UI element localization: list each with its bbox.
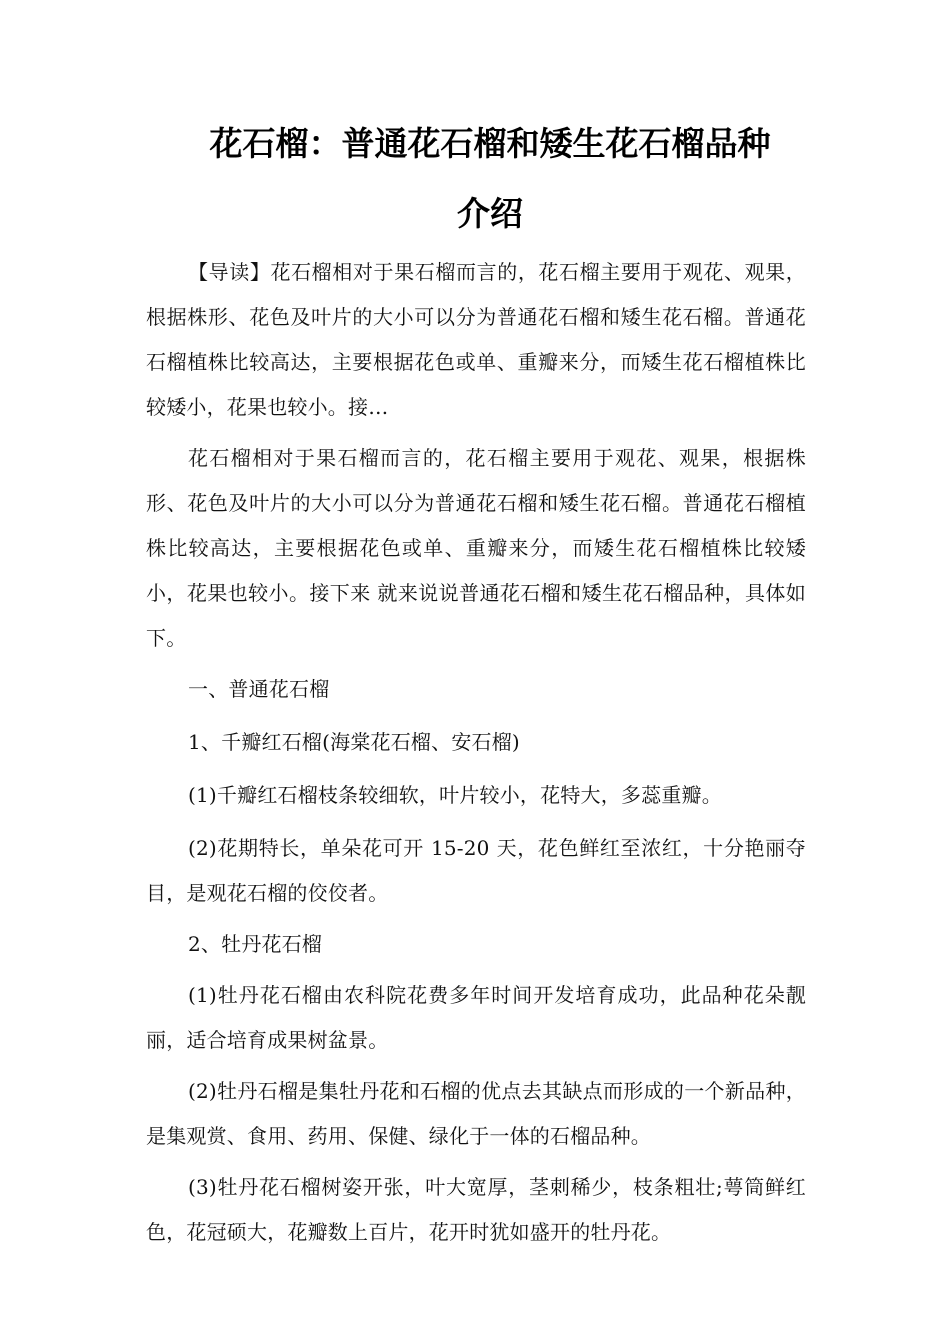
- title-line-2: 介绍: [457, 194, 523, 233]
- document-body: [146, 250, 806, 1255]
- list-item: (1)牡丹花石榴由农科院花费多年时间开发培育成功，此品种花朵靓丽，适合培育成果树盆景。: [146, 983, 806, 1052]
- subsection-heading: 1、千瓣红石榴(海棠花石榴、安石榴): [188, 730, 520, 754]
- intro-paragraph: 【导读】花石榴相对于果石榴而言的，花石榴主要用于观花、观果，根据株形、花色及叶片的大小可以分为普通花石榴和矮生花石榴。普通花石榴植株比较高达，主要根据花色或单、重瓣来分，而矮生花石榴植株比较矮小，花果也较小。接…: [146, 260, 806, 419]
- list-item: (3)牡丹花石榴树姿开张，叶大宽厚，茎刺稀少，枝条粗壮;萼筒鲜红色，花冠硕大，花瓣数上百片，花开时犹如盛开的牡丹花。: [146, 1175, 806, 1244]
- subsection-heading: 2、牡丹花石榴: [188, 932, 323, 956]
- title-line-1: 花石榴：普通花石榴和矮生花石榴品种: [209, 124, 771, 163]
- document-title: [146, 118, 806, 240]
- section-heading: 一、普通花石榴: [188, 677, 330, 701]
- list-item: (1)千瓣红石榴枝条较细软，叶片较小，花特大，多蕊重瓣。: [188, 783, 722, 807]
- list-item: (2)牡丹石榴是集牡丹花和石榴的优点去其缺点而形成的一个新品种，是集观赏、食用、药用、保健、绿化于一体的石榴品种。: [146, 1079, 806, 1148]
- body-paragraph: 花石榴相对于果石榴而言的，花石榴主要用于观花、观果，根据株形、花色及叶片的大小可以分为普通花石榴和矮生花石榴。普通花石榴植株比较高达，主要根据花色或单、重瓣来分，而矮生花石榴植株比较矮小，花果也较小。接下来 就来说说普通花石榴和矮生花石榴品种，具体如下。: [146, 446, 806, 650]
- list-item: (2)花期特长，单朵花可开 15-20 天，花色鲜红至浓红，十分艳丽夺目，是观花石榴的佼佼者。: [146, 836, 806, 905]
